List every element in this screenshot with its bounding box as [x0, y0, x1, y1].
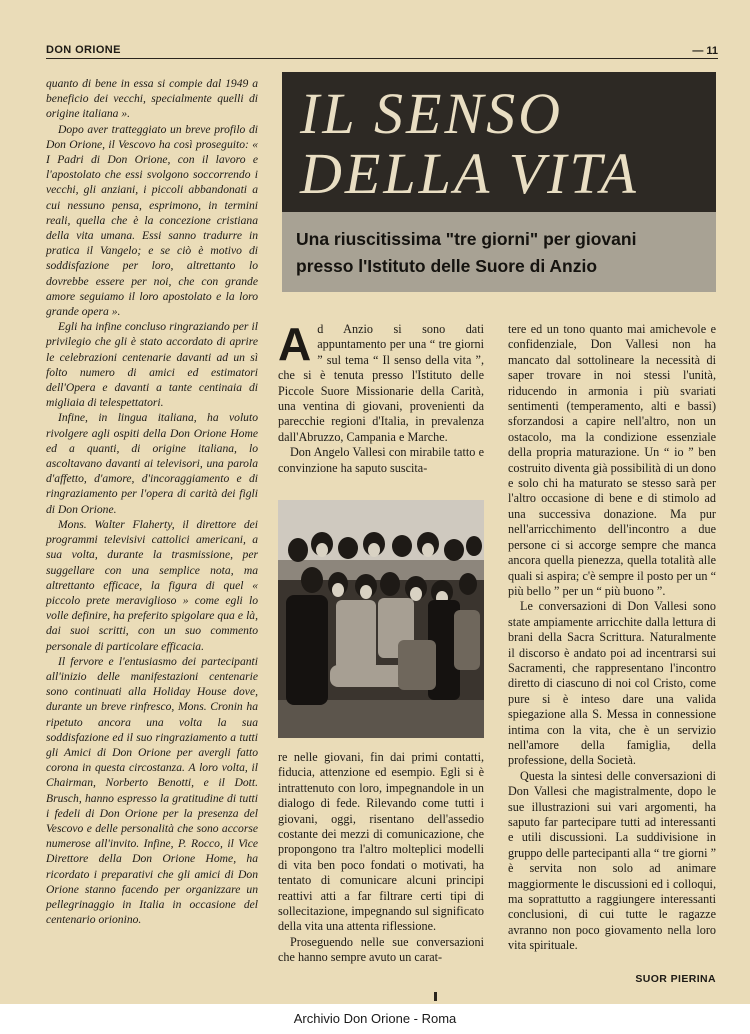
archive-footer: Archivio Don Orione - Roma	[0, 1004, 750, 1034]
left-paragraph: Il fervore e l'entusiasmo dei partecipanti all'inizio delle manifestazioni centenarie sono continuati alla Holiday House dove, durante un breve rinfresco, Mons. Cronin ha ripetuto ancora una volta la sua soddisfazione ed il suo ringraziamento a tutti gli Amici di Don Orione per avergli fatto corona in questa circostanza. A loro volta, il Chairman, Norberto Benotti, e il Dott. Brusch, hanno espresso la gratitudine di tutti i fedeli di Don Orione per la presenza del Vescovo e delle personalità che sono accorse numerose all'invito. Infine, P. Rocco, il Vice Direttore della Don Orione Home, ha ricordato i preparativi che gli amici di Don Orione stanno facendo per organizzare un pellegrinaggio in Italia in occasione del centenario orionino.	[46, 654, 258, 927]
group-photo	[278, 500, 484, 738]
page-number: — 11	[692, 45, 718, 57]
author-signature: SUOR PIERINA	[635, 973, 716, 985]
left-paragraph: Mons. Walter Flaherty, il direttore dei programmi televisivi cattolici americani, a sua volta, durante la trasmissione, per suggellare con una semplice nota, ma altrettanto efficace, la figura di quel « piccolo prete meraviglioso » come egli lo volle definire, ha preferito spigolare qua e là, dai suoi scritti, con un suo commento personale di particolare efficacia.	[46, 517, 258, 653]
print-mark	[434, 992, 437, 1001]
left-paragraph: Egli ha infine concluso ringraziando per il privilegio che gli è stato accordato di aprire le celebrazioni centenarie davanti ad un sì folto numero di amici ed estimatori dell'Opera e davanti a tante centinaia di migliaia di telespettatori.	[46, 320, 258, 410]
middle-paragraph: re nelle giovani, fin dai primi contatti, fiducia, attenzione ed esempio. Egli si è intrattenuto con loro, impegnandole in un dialogo di fede. Rilevando come tutti i giovani, oggi, risentano dell'assedio costante dei mezzi di comunicazione, che propongono tra l'altro molteplici modelli di vita ben poco fondati o motivati, ha tentato di comunicare alcuni principi reattivi atti a far filtrare certi tipi di sollecitazione, impegnando sul significato della vita una attenta riflessione.	[278, 750, 484, 934]
left-paragraph: quanto di bene in essa si compie dal 1949 a beneficio dei vecchi, specialmente quelli di origine italiana ».	[46, 77, 258, 121]
middle-paragraph: Don Angelo Vallesi con mirabile tatto e convinzione ha saputo suscita-	[278, 445, 484, 475]
left-column	[46, 76, 258, 927]
middle-paragraph: Proseguendo nelle sue conversazioni che hanno sempre avuto un carat-	[278, 934, 484, 965]
left-paragraph: Infine, in lingua italiana, ha voluto rivolgere agli ospiti della Don Orione Home ed a quanti, di origine italiana, lo ascoltavano davanti ai televisori, una parola d'affetto, d'amore, d'incoraggiamento e di ringraziamento per l'opera di carità dei figli di Don Orione.	[46, 411, 258, 516]
drop-cap: A	[278, 318, 312, 370]
intro-text: d Anzio si sono dati appuntamento per una “ tre giorni ” sul tema “ Il senso della vita ”, che si è tenuta presso l'Istituto delle Piccole Suore Missionarie della Carità, una ventina di giovani, provenienti da parecchie regioni d'Italia, in prevalenza dall'Abruzzo, Campania e Marche.	[278, 322, 484, 444]
right-column	[508, 322, 716, 954]
right-paragraph: tere ed un tono quanto mai amichevole e confidenziale, Don Vallesi non ha mancato dal sottolineare la necessità di saper trovare in noi stessi l'unità, riducendo in armonia i più svariati sentimenti (temperamento, alti e bassi) sforzandosi a capire nell'altro, non un ostacolo, ma la condizione essenziale della propria maturazione. Un “ io ” ben costruito diventa già possibilità di un dono e solo chi ha maturato se stesso sarà per l'altro occasione di bene e di stimolo ad una successiva donazione. Ma pur nell'arricchimento dell'incontro a due persone ci si accorge sempre che manca ancora quella pienezza, quella totalità alle quali si aspira; c'è sempre il posto per un “ più bello ” per un “ più buono ”.	[508, 322, 716, 598]
article-subtitle-line1: Una riuscitissima "tre giorni" per giovani	[296, 229, 637, 249]
article-title-line1: IL SENSO	[300, 81, 564, 146]
intro-paragraph	[278, 318, 484, 445]
article-subtitle-line2: presso l'Istituto delle Suore di Anzio	[296, 256, 598, 276]
group-photo-drawing	[278, 500, 484, 738]
article-subtitle-banner	[282, 212, 716, 292]
middle-column-top	[278, 318, 484, 476]
right-paragraph: Questa la sintesi delle conversazioni di Don Vallesi che magistralmente, dopo le sue illustrazioni sui vari argomenti, ha saputo far partecipare tutti ad interessanti e utili discussioni. La suddivisione in gruppo delle partecipanti alla “ tre giorni ” è servita non solo ad animare maggiormente le discussioni ed i colloqui, ma soprattutto a raggiungere interessanti conclusioni, di cui tutte le ragazze avranno non poco giovamento nella loro vita spirituale.	[508, 768, 716, 953]
middle-column-bottom	[278, 750, 484, 966]
article-title-banner	[282, 72, 716, 212]
header-rule	[46, 58, 718, 59]
left-paragraph: Dopo aver tratteggiato un breve profilo di Don Orione, il Vescovo ha così proseguito: « I Padri di Don Orione, con il lavoro e l'apostolato che essi svolgono soccorrendo i vecchi, gli anziani, i piccoli abbandonati a cui nessuno pensa, esprimono, in termini reali, quella che è la concezione cristiana della vita umana. Essi sanno tradurre in pratica il Vangelo; e se ciò è motivo di soddisfazione per loro, altrettanto lo dovrebbe essere per noi, che con grande amore seguiamo il loro apostolato e la loro grande opera ».	[46, 122, 258, 319]
magazine-name: DON ORIONE	[46, 44, 121, 56]
right-paragraph: Le conversazioni di Don Vallesi sono state ampiamente arricchite dalla lettura di brani della Sacra Scrittura. Naturalmente il discorso è andato poi ad incentrarsi sui Sacramenti, che rappresentano l'incontro diretto di ciascuno di noi col Cristo, come pure si è inteso dare una valida spiegazione alla S. Messa in connessione intima con la vita, che è un servizio nell'amore della famiglia, della professione, della Società.	[508, 599, 716, 768]
article-title-line2: DELLA VITA	[300, 141, 639, 206]
